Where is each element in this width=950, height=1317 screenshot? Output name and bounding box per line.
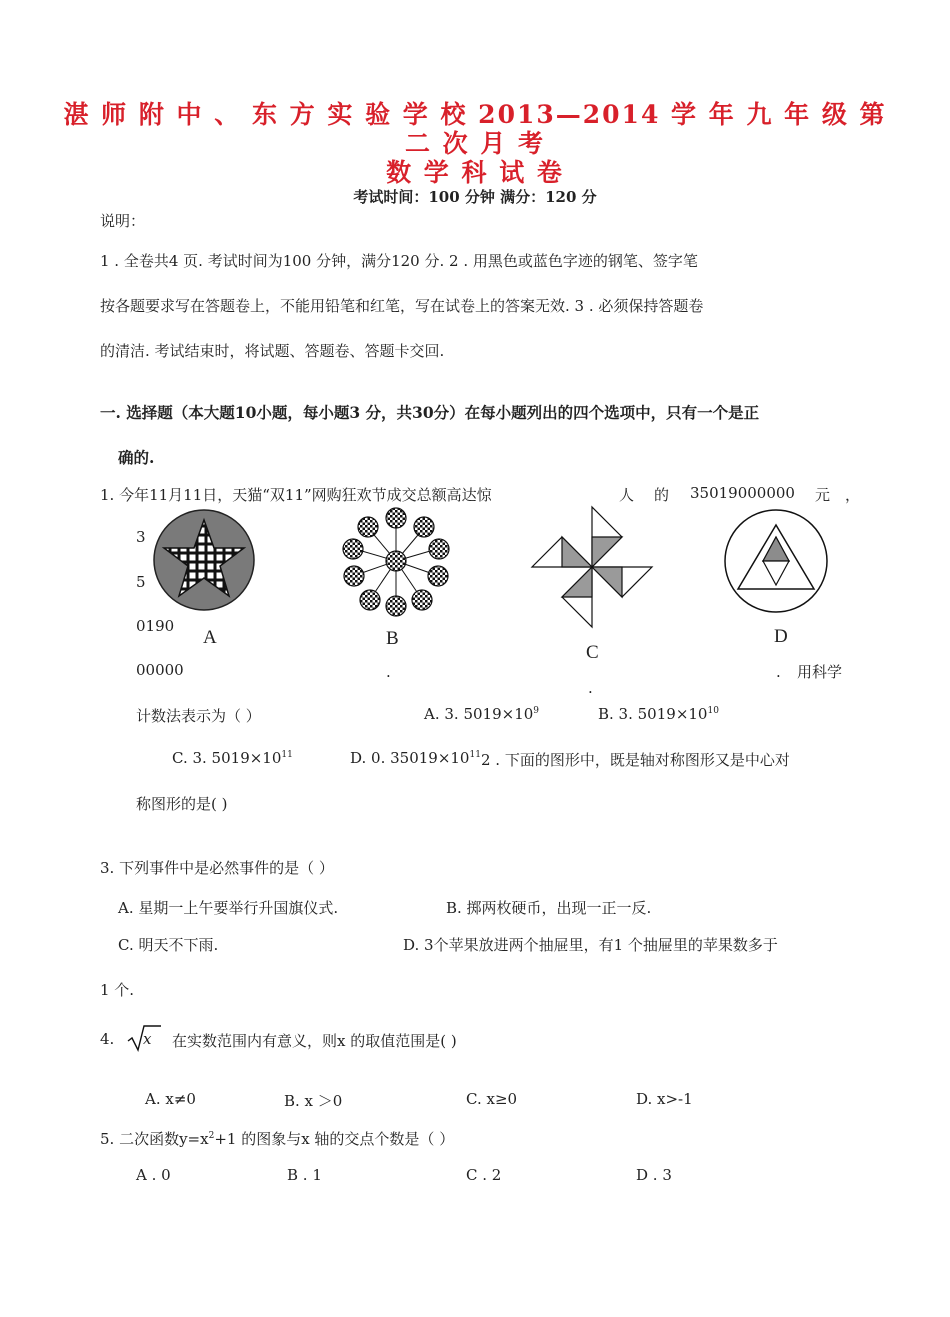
q5-option-b: B . 1 xyxy=(287,1166,322,1184)
q1-number-wrap: 00000 xyxy=(136,661,184,679)
figure-b-label: B xyxy=(386,628,399,649)
q2-stem-cont: 称图形的是( ) xyxy=(136,795,228,813)
q5-option-c: C . 2 xyxy=(466,1166,502,1184)
instructions-line3: 的清洁. 考试结束时，将试题、答题卷、答题卡交回. xyxy=(100,342,445,360)
q3-option-d: D. 3个苹果放进两个抽屉里，有1 个抽屉里的苹果数多于 xyxy=(403,936,778,954)
q1-option-c: C. 3. $5019\times 10^{11}$ xyxy=(172,749,293,767)
q1-option-a: A. 3. $5019\times 10^9$ xyxy=(424,705,540,723)
q4-option-b: B. x ＞0 xyxy=(284,1092,343,1110)
q1-stem-line2: 计数法表示为（ ） xyxy=(136,707,261,725)
instructions-line2: 按各题要求写在答题卷上，不能用铅笔和红笔，写在试卷上的答案无效. 3 . 必须保持答题卷 xyxy=(100,297,704,315)
figure-b-flower xyxy=(340,505,452,617)
instructions-heading: 说明： xyxy=(100,212,146,230)
q1-number: 35019000000 xyxy=(690,484,795,502)
figure-b-dot: . xyxy=(386,663,391,681)
figure-d-label: D xyxy=(774,626,788,647)
q3-option-d-cont: 1 个. xyxy=(100,981,135,999)
q2-stem: 2 . 下面的图形中，既是轴对称图形又是中心对 xyxy=(481,751,790,769)
exam-title-line2: 二 次 月 考 xyxy=(404,129,546,158)
exam-info: 考试时间：100 分钟 满分：120 分 xyxy=(353,188,597,206)
figure-c-pinwheel xyxy=(530,505,654,629)
q1-stem-char: ， xyxy=(845,486,861,504)
section1-heading: 一. 选择题（本大题10小题，每小题3 分，共30分）在每小题列出的四个选项中，只有一个是正 xyxy=(100,403,760,422)
q1-number-wrap: 0190 xyxy=(136,617,175,635)
q3-option-a: A. 星期一上午要举行升国旗仪式. xyxy=(118,899,339,917)
q1-stem-tail: 用科学 xyxy=(797,663,843,681)
q1-stem-char: 元 xyxy=(815,486,831,504)
q4-stem: 在实数范围内有意义，则x 的取值范围是( ) xyxy=(172,1032,457,1050)
figure-c-dot: . xyxy=(588,679,593,697)
q4-radicand: x xyxy=(143,1030,152,1048)
figure-d-dot: . xyxy=(776,663,781,681)
q1-stem: 1. 今年11月11日，天猫“双11”网购狂欢节成交总额高达惊 xyxy=(100,486,492,504)
q1-option-d: D. 0. $35019\times 10^{11}$ xyxy=(350,749,481,767)
figure-d-triangle-in-circle xyxy=(722,507,830,615)
q1-number-wrap: 3 xyxy=(136,528,146,546)
q4-option-c: C. x≥0 xyxy=(466,1090,518,1108)
exam-title-line3: 数 学 科 试 卷 xyxy=(386,158,564,187)
q4-option-d: D. x>-1 xyxy=(636,1090,693,1108)
q1-option-b: B. 3. $5019\times 10^{10}$ xyxy=(598,705,719,723)
q4-option-a: A. x≠0 xyxy=(145,1090,196,1108)
figure-a-star-in-circle xyxy=(152,508,256,612)
figure-a-label: A xyxy=(203,627,217,648)
q5-option-d: D . 3 xyxy=(636,1166,672,1184)
exam-title-line1: 湛 师 附 中 、 东 方 实 验 学 校 2013—2014 学 年 九 年 级 第 xyxy=(63,100,887,129)
q1-stem-char: 的 xyxy=(654,486,670,504)
q1-stem-char: 人 xyxy=(619,486,635,504)
figure-c-label: C xyxy=(586,642,599,663)
q3-option-c: C. 明天不下雨. xyxy=(118,936,219,954)
q1-number-wrap: 5 xyxy=(136,573,146,591)
instructions-line1: 1 . 全卷共4 页. 考试时间为100 分钟，满分120 分. 2 . 用黑色或蓝色字迹的钢笔、签字笔 xyxy=(100,252,698,270)
q3-option-b: B. 掷两枚硬币，出现一正一反. xyxy=(446,899,652,917)
q3-stem: 3. 下列事件中是必然事件的是（ ） xyxy=(100,859,334,877)
section1-heading-cont: 确的. xyxy=(118,448,155,467)
q4-number: 4. xyxy=(100,1030,115,1048)
q5-option-a: A . 0 xyxy=(136,1166,171,1184)
q5-stem: 5. 二次函数$y=x^2+1$ 的图象与x 轴的交点个数是（ ） xyxy=(100,1130,455,1148)
